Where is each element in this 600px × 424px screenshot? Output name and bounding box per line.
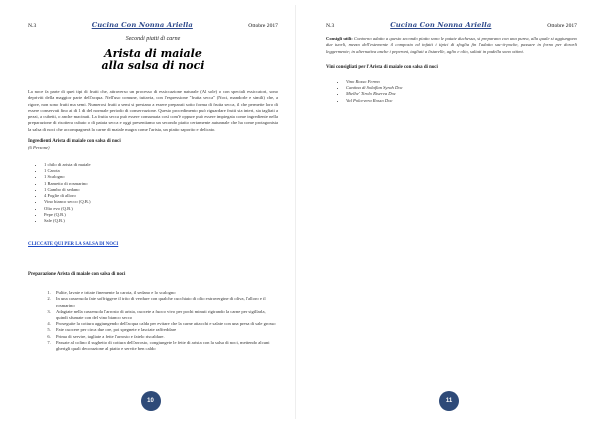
ingredient-item: • Vino bianco secco (Q.B.) <box>44 199 278 205</box>
ingredient-item: • 1 Scalogno <box>44 174 278 180</box>
intro-paragraph: La noce fa parte di quei tipi di frutti che, attraverso un processo di essiccazione naturale (Al sole) o con speciali essiccatori, sono depriviti della maggior parte dell'acqua. Nell'uso comune, tuttavia, con l'espressione "frutta secca" (Noci, mandorle e simili) che, a rigore, non sono frutti ma semi. Numerosi frutti a semi si prestano a essere preparati sotto forma di frutta secca, il che permette loro di essere conservati fino ai di 1 di del normale periodo di conservazione. Questo procedimento può riguardare frutti sia interi, sia tagliati a pezzi, a cubetti, o anche macinati. La frutta secca può essere consumata così com'è oppure può essere impiegata come ingrediente nella preparazione di risottera cubato o di patata secca e oggi presentiamo un secondo piatto certamente autunnale che ha come protagonista la salsa di noci che accompagnerà la carne di maiale magra come l'arista, un piatto saporito e delicato. <box>28 89 278 132</box>
magazine-title[interactable]: Cucina Con Nonna Ariella <box>91 21 193 29</box>
issue-number: N.3 <box>326 23 335 29</box>
page-left <box>6 5 296 419</box>
page-header <box>28 21 278 29</box>
page-right <box>304 5 594 419</box>
wine-item: • Vino Rosso Fermo <box>346 79 577 85</box>
recipe-title-line2: alla salsa di noci <box>101 58 205 72</box>
ingredient-item: • Olio evo (Q.B.) <box>44 206 278 212</box>
tips-paragraph <box>326 36 577 55</box>
page-number: 10 <box>141 391 161 411</box>
wine-item: • Cantina di Solaflan Syrah Doc <box>346 85 577 91</box>
step-item: 4. Proseguite la cottura aggiungendo dell'acqua calda per evitare che la carne attacchi e salate con una presa di sale grosso <box>52 321 278 327</box>
wine-item: • Val Polcevera Rosso Doc <box>346 98 577 104</box>
section-label: Secondi piatti di carne <box>125 36 181 42</box>
ingredient-item: • 1 Rametto di rosmarino <box>44 181 278 187</box>
preparation-heading: Preparazione Arista di maiale con salsa di noci <box>28 272 126 278</box>
recipe-title <box>28 48 278 71</box>
tips-label: Consigli utili: <box>326 36 353 41</box>
tips-text: Contorno adatto a questo secondo piatto sono le patate duchessa, si preparano con una purea, alla quale si aggiungono due tuorli, mezzo dell'estemente il composto ed infatti i tipici di sfoglia fin l'adatto sac-à-poche, passare in forno per dorarli leggermente; in alternativa anche i peperoni, tagliati a listarelle, aglio e olio, saltati in padella sono ottimi. <box>326 36 577 54</box>
step-item: 5. Fate cuocere per circa due ore, poi spegnete e lasciate raffreddare <box>52 327 278 333</box>
issue-date: Ottobre 2017 <box>248 23 278 29</box>
recipe-title-line1: Arista di maiale <box>104 47 202 60</box>
step-item: 1. Pulite, lavate e tritate finemente la carota, il sedano e lo scalogno <box>52 290 278 296</box>
ingredient-item: • 1 Gambo di sedano <box>44 187 278 193</box>
ingredient-item: • 1 chilo di arista di maiale <box>44 162 278 168</box>
magazine-title[interactable]: Cucina Con Nonna Ariella <box>390 21 492 29</box>
step-item: 6. Prima di servire, tagliate a fette l'arrosto e fatelo riscaldare. <box>52 334 278 340</box>
ingredients-list <box>44 162 278 224</box>
ingredient-item: • Sale (Q.B.) <box>44 218 278 224</box>
persons-note: (6 Persone) <box>28 145 50 151</box>
salsa-noci-link[interactable]: CLICCATE QUI PER LA SALSA DI NOCI <box>28 242 119 248</box>
step-item: 3. Adagiate nella casseruola l'arrosto di arista, cuocete a fuoco vivo per pochi minuti rigirando la carne per sigillarla, quindi sfumate con del vino bianco secco <box>52 309 278 321</box>
ingredient-item: • 1 Carota <box>44 168 278 174</box>
issue-number: N.3 <box>28 23 37 29</box>
ingredients-heading: Ingredienti Arista di maiale con salsa di noci <box>28 139 121 145</box>
ingredient-item: • 4 Foglie di alloro <box>44 193 278 199</box>
page-number: 11 <box>439 391 459 411</box>
wines-list <box>346 79 577 104</box>
issue-date: Ottobre 2017 <box>547 23 577 29</box>
wine-item: • Mielhe' Tirolo Riserva Doc <box>346 91 577 97</box>
preparation-steps <box>52 290 278 352</box>
step-item: 2. In una casseruola fate soffriggere il trito di verdure con qualche cucchiaio di olio extravergine di oliva, l'alloro e il rosmarino <box>52 296 278 308</box>
wines-heading: Vini consigliati per l'Arista di maiale con salsa di noci <box>326 64 438 70</box>
ingredient-item: • Pepe (Q.B.) <box>44 212 278 218</box>
step-item: 7. Passate al colino il sughetto di cottura dell'arrosto, congiungete le fette di arista con la salsa di noci, mettendo alcuni gherigli quali decorazione al piatto e servite ben caldo <box>52 340 278 352</box>
page-header <box>326 21 577 29</box>
